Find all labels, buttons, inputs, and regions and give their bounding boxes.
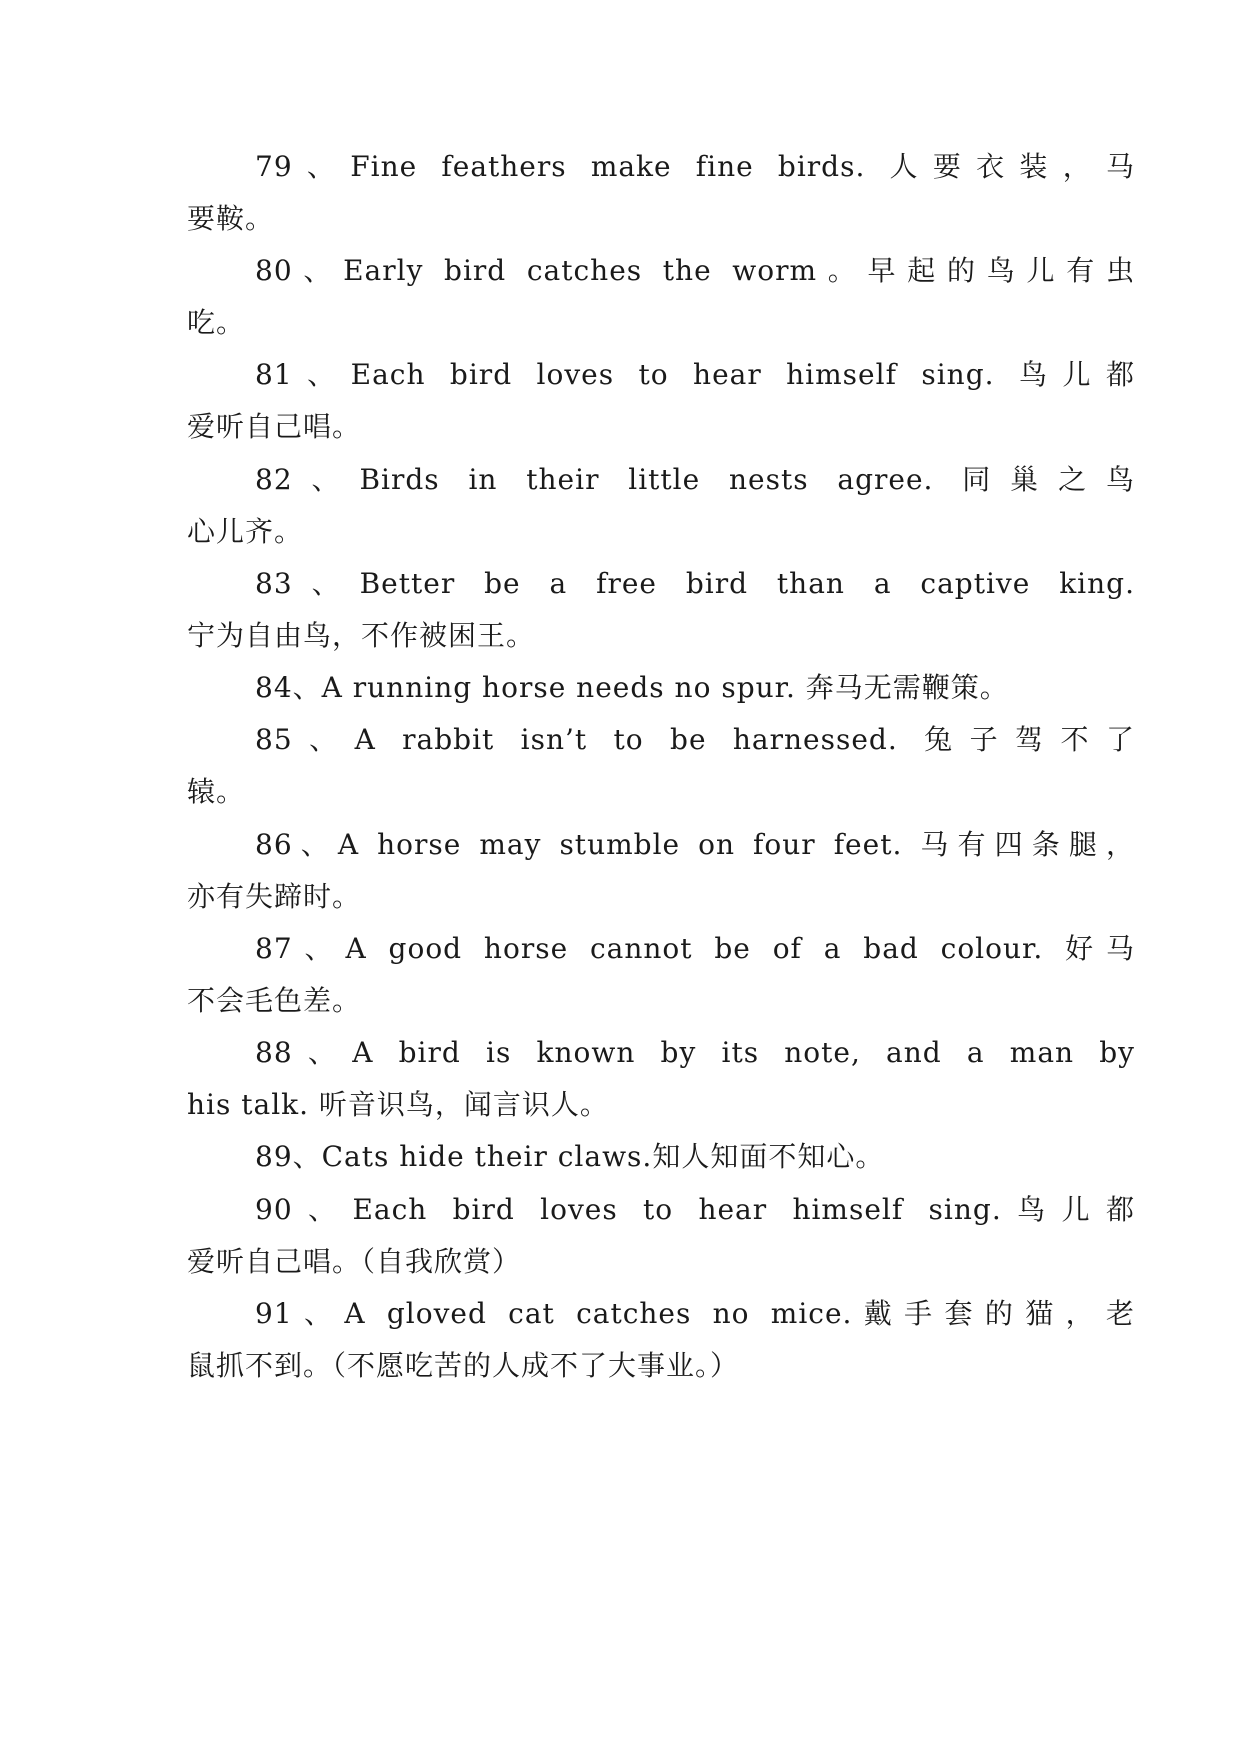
proverb-88-line-2: his talk. 听音识鸟，闻言识人。 bbox=[187, 1088, 609, 1121]
proverb-83-line-2: 宁为自由鸟，不作被困王。 bbox=[187, 619, 536, 652]
proverb-90-line-2: 爱听自己唱。（自我欣赏） bbox=[187, 1245, 522, 1278]
proverb-86-line-2: 亦有失蹄时。 bbox=[187, 880, 362, 913]
proverb-87-line-2: 不会毛色差。 bbox=[187, 984, 362, 1017]
proverb-79-line-2: 要鞍。 bbox=[187, 202, 275, 235]
proverb-84-line-1: 84、A running horse needs no spur. 奔马无需鞭策。 bbox=[255, 671, 1009, 704]
proverb-91-line-1: 91、A gloved cat catches no mice.戴手套的猫，老 bbox=[255, 1297, 1135, 1330]
proverb-83-line-1: 83、Better be a free bird than a captive king. bbox=[255, 567, 1135, 600]
proverb-90-line-1: 90、Each bird loves to hear himself sing.鸟儿都 bbox=[255, 1193, 1135, 1226]
proverb-81-line-1: 81、Each bird loves to hear himself sing. 鸟儿都 bbox=[255, 358, 1135, 391]
proverb-82-line-1: 82、Birds in their little nests agree. 同巢之鸟 bbox=[255, 463, 1135, 496]
proverb-85-line-1: 85、A rabbit isn’t to be harnessed. 兔子驾不了 bbox=[255, 723, 1135, 756]
proverb-87-line-1: 87、A good horse cannot be of a bad colour. 好马 bbox=[255, 932, 1135, 965]
proverb-88-line-1: 88、A bird is known by its note, and a man by bbox=[255, 1036, 1135, 1069]
proverb-85-line-2: 辕。 bbox=[187, 775, 246, 808]
proverb-91-line-2: 鼠抓不到。（不愿吃苦的人成不了大事业。） bbox=[187, 1349, 740, 1382]
proverb-79-line-1: 79、Fine feathers make fine birds. 人要衣装，马 bbox=[255, 150, 1135, 183]
proverb-80-line-2: 吃。 bbox=[187, 306, 246, 339]
proverb-89-line-1: 89、Cats hide their claws.知人知面不知心。 bbox=[255, 1140, 885, 1173]
proverb-86-line-1: 86、A horse may stumble on four feet. 马有四条腿， bbox=[255, 828, 1135, 861]
proverb-80-line-1: 80、Early bird catches the worm。早起的鸟儿有虫 bbox=[255, 254, 1135, 287]
proverb-82-line-2: 心儿齐。 bbox=[187, 515, 304, 548]
proverb-81-line-2: 爱听自己唱。 bbox=[187, 410, 362, 443]
